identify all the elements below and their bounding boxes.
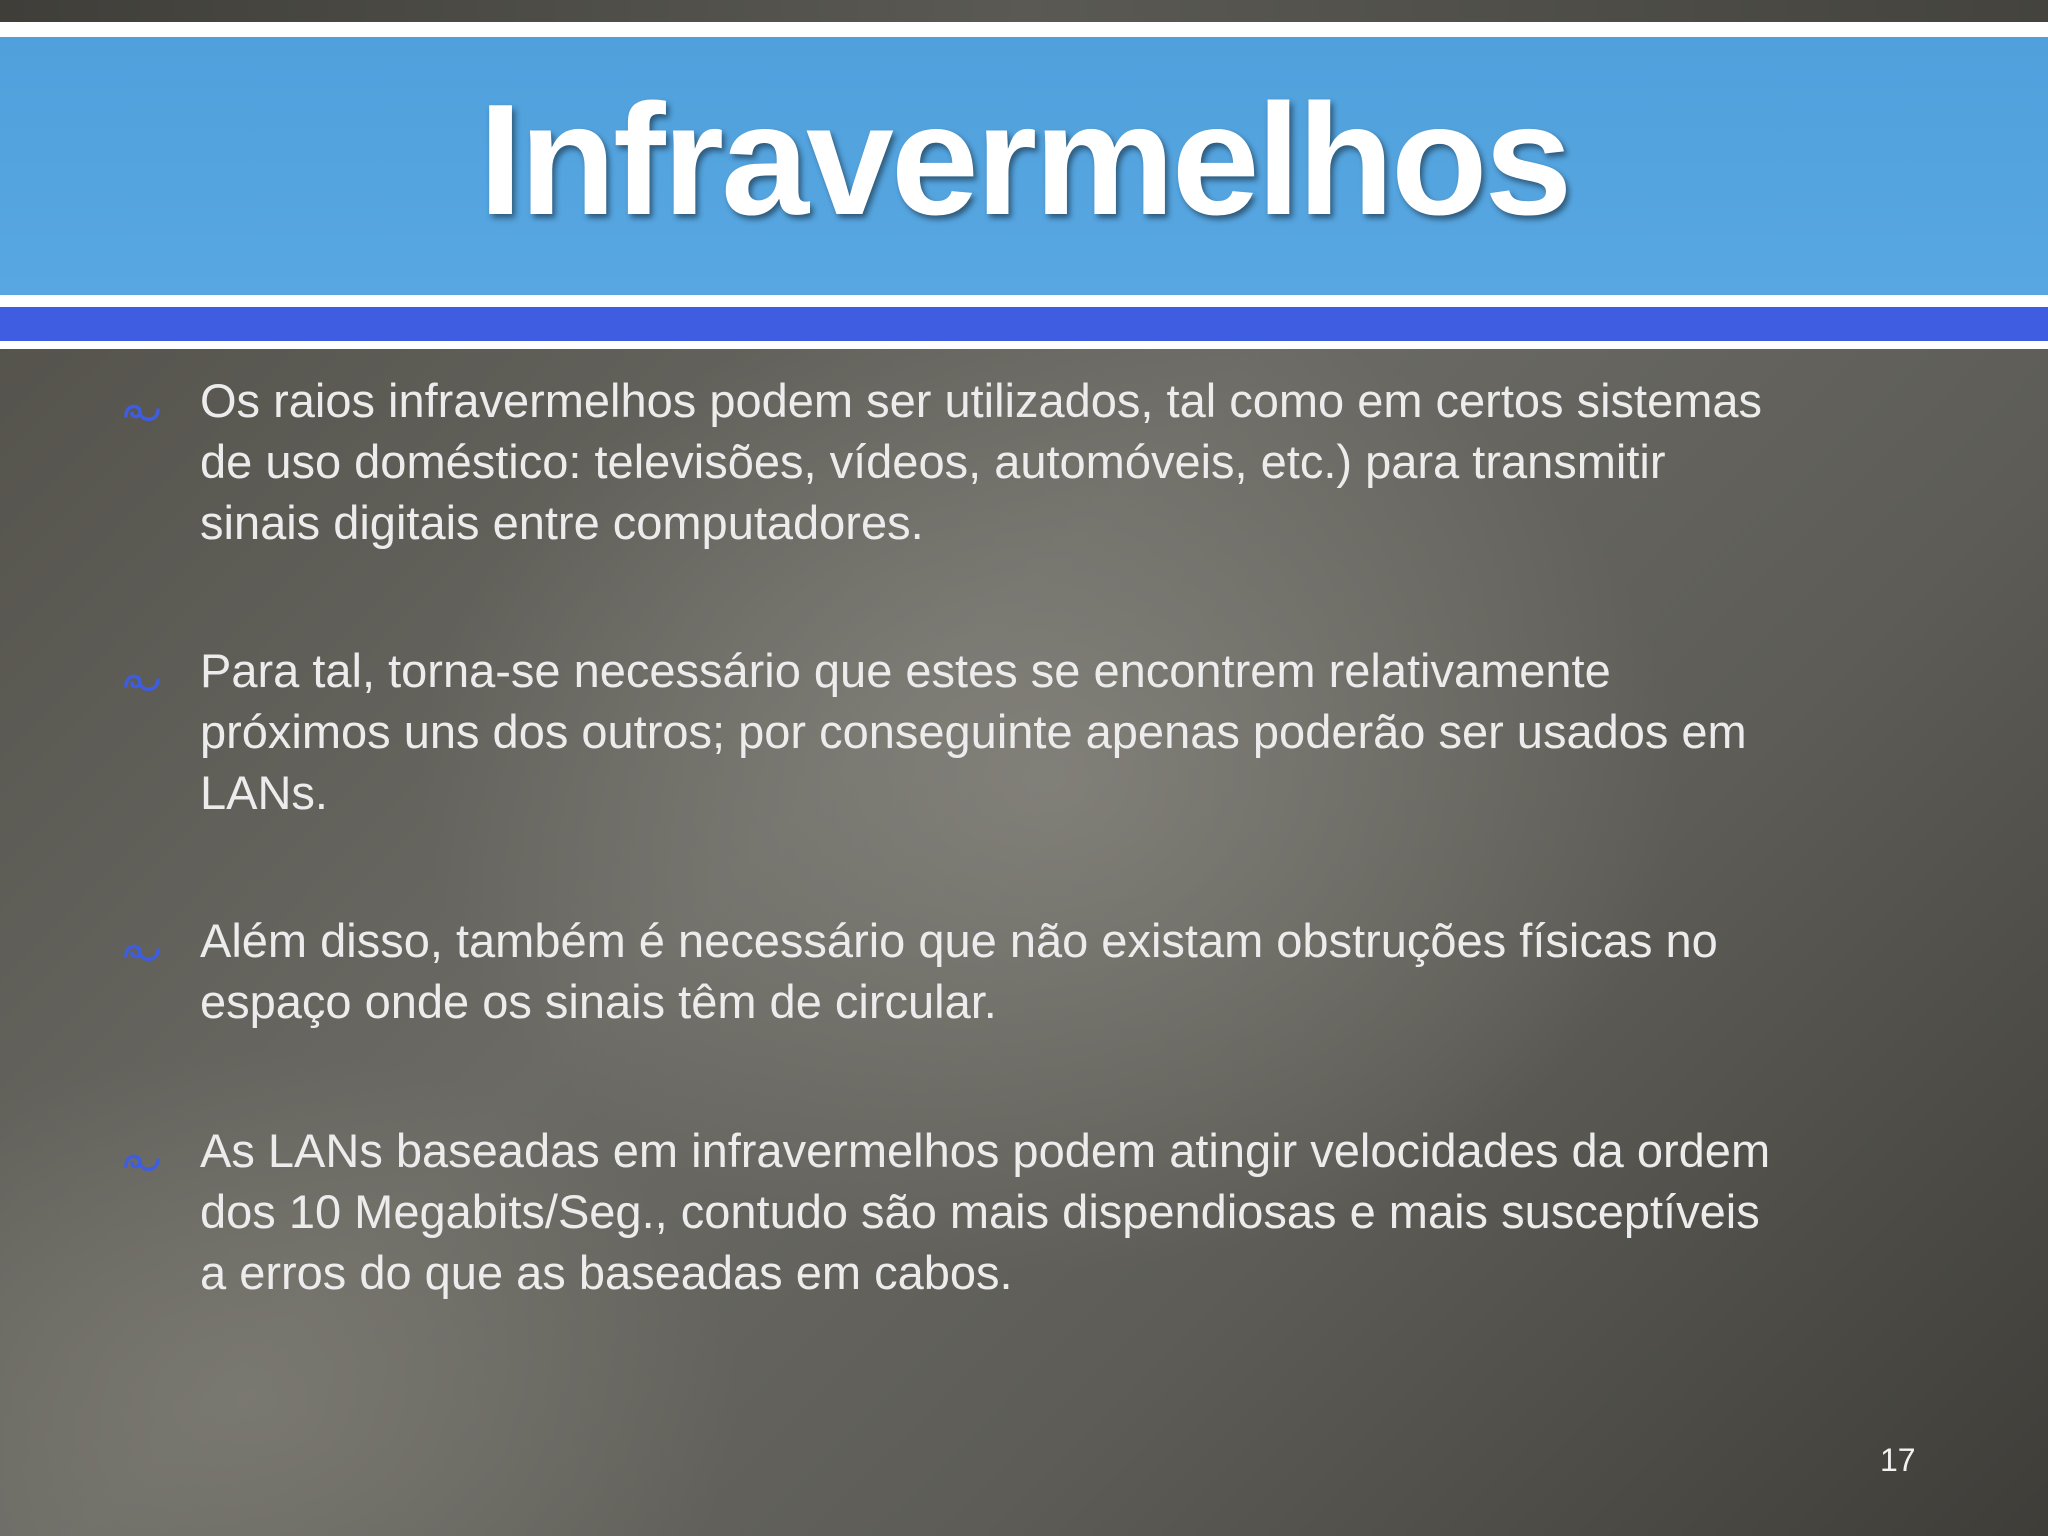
bullet-text-1: Os raios infravermelhos podem ser utilizados, tal como em certos sistemas de uso doméstico: televisões, vídeos, automóveis, etc.) para transmitir sinais digitais entre computadores.	[200, 374, 1763, 549]
scroll-bullet-icon	[122, 1146, 164, 1176]
scroll-bullet-icon	[122, 666, 164, 696]
page-number: 17	[1880, 1442, 1916, 1478]
accent-band	[0, 307, 2048, 341]
title-banner	[0, 37, 2048, 295]
top-divider-line	[0, 22, 2048, 37]
scroll-bullet-icon	[122, 396, 164, 426]
content-divider-line	[0, 341, 2048, 349]
top-edge-band	[0, 0, 2048, 22]
title-divider-line	[0, 295, 2048, 307]
bullet-text-4: As LANs baseadas em infravermelhos podem atingir velocidades da ordem dos 10 Megabits/Seg., contudo são mais dispendiosas e mais susceptíveis a erros do que as baseadas em cabos.	[200, 1124, 1771, 1299]
bullet-text-2: Para tal, torna-se necessário que estes se encontrem relativamente próximos uns dos outros; por conseguinte apenas poderão ser usados em LANs.	[200, 644, 1747, 819]
slide-title: Infravermelhos	[478, 71, 1570, 248]
bullet-text-3: Além disso, também é necessário que não existam obstruções físicas no espaço onde os sinais têm de circular.	[200, 914, 1718, 1028]
scroll-bullet-icon	[122, 936, 164, 966]
